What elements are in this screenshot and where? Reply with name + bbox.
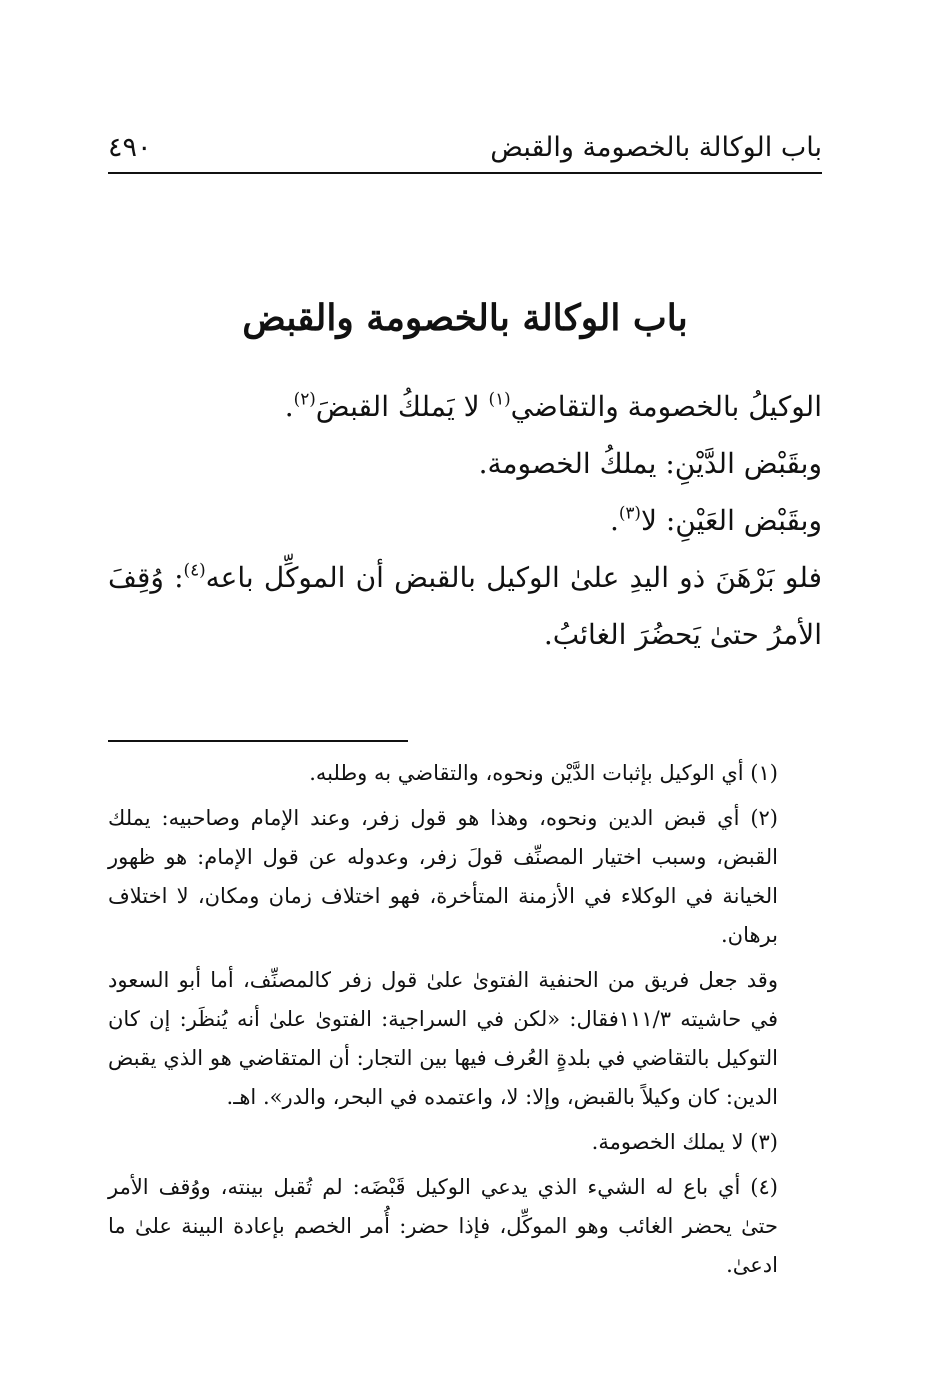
paragraph-end: . xyxy=(609,504,619,537)
running-header xyxy=(108,128,822,168)
footnote-ref-1: (١) xyxy=(488,388,511,409)
footnote-4: (٤) أي باع له الشيء الذي يدعي الوكيل قَبْضَه: لم تُقبل بينته، ووُقف الأمر حتىٰ يحضر الغائب وهو الموكِّل، فإذا حضر: أُمر الخصم بإعادة البينة علىٰ ما ادعىٰ. xyxy=(108,1175,778,1277)
footnote-2: (٢) أي قبض الدين ونحوه، وهذا هو قول زفر، وعند الإمام وصاحبيه: يملك القبض، وسبب اختيار المصنِّف قولَ زفر، وعدوله عن قول الإمام: هو ظهور الخيانة في الوكلاء في الأزمنة المتأخرة، فهو اختلاف زمان ومكان، لا اختلاف برهان. xyxy=(108,806,778,947)
paragraph-text: فلو بَرْهَنَ ذو اليدِ علىٰ الوكيل بالقبض أن الموكِّل باعه xyxy=(205,561,822,594)
main-text xyxy=(108,378,822,663)
chapter-title: باب الوكالة بالخصومة والقبض xyxy=(242,297,688,339)
paragraph-text: : وُقِفَ الأمرُ حتىٰ يَحضُرَ الغائبُ. xyxy=(108,561,822,651)
paragraph-text: لا يَملكُ القبضَ xyxy=(315,390,489,423)
page-number: ٤٩٠ xyxy=(108,132,152,163)
footnote-2-continued: وقد جعل فريق من الحنفية الفتوىٰ علىٰ قول زفر كالمصنِّف، أما أبو السعود في حاشيته ١١١/٣فقال: «لكن في السراجية: الفتوىٰ علىٰ أنه يُنظَر: إن كان التوكيل بالتقاضي في بلدةٍ العُرف فيها بين التجار: أن المتقاضي هو الذي يقبض الدين: كان وكيلاً بالقبض، وإلا: لا، واعتمده في البحر، والدر». اهـ. xyxy=(108,968,778,1109)
paragraph-text: وبقَبْض العَيْنِ: لا xyxy=(640,504,822,537)
main-paragraph-2: وبقَبْض الدَّيْنِ: يملكُ الخصومة. xyxy=(478,447,822,480)
footnote-1: (١) أي الوكيل بإثبات الدَّيْن ونحوه، والتقاضي به وطلبه. xyxy=(309,761,778,785)
footnote-ref-2: (٢) xyxy=(293,388,316,409)
main-paragraph-1 xyxy=(108,378,822,435)
footnote-3: (٣) لا يملك الخصومة. xyxy=(591,1130,778,1154)
book-page xyxy=(108,0,822,1380)
main-paragraph-3 xyxy=(108,492,822,549)
footnote-separator xyxy=(108,740,408,742)
main-paragraph-4 xyxy=(108,549,822,663)
paragraph-text: الوكيلُ بالخصومة والتقاضي xyxy=(510,390,822,423)
running-title: باب الوكالة بالخصومة والقبض xyxy=(490,132,822,163)
footnote-ref-3: (٣) xyxy=(618,502,641,523)
footnotes xyxy=(108,754,822,1291)
paragraph-end: . xyxy=(284,390,294,423)
footnote-ref-4: (٤) xyxy=(183,559,206,580)
header-rule xyxy=(108,172,822,174)
